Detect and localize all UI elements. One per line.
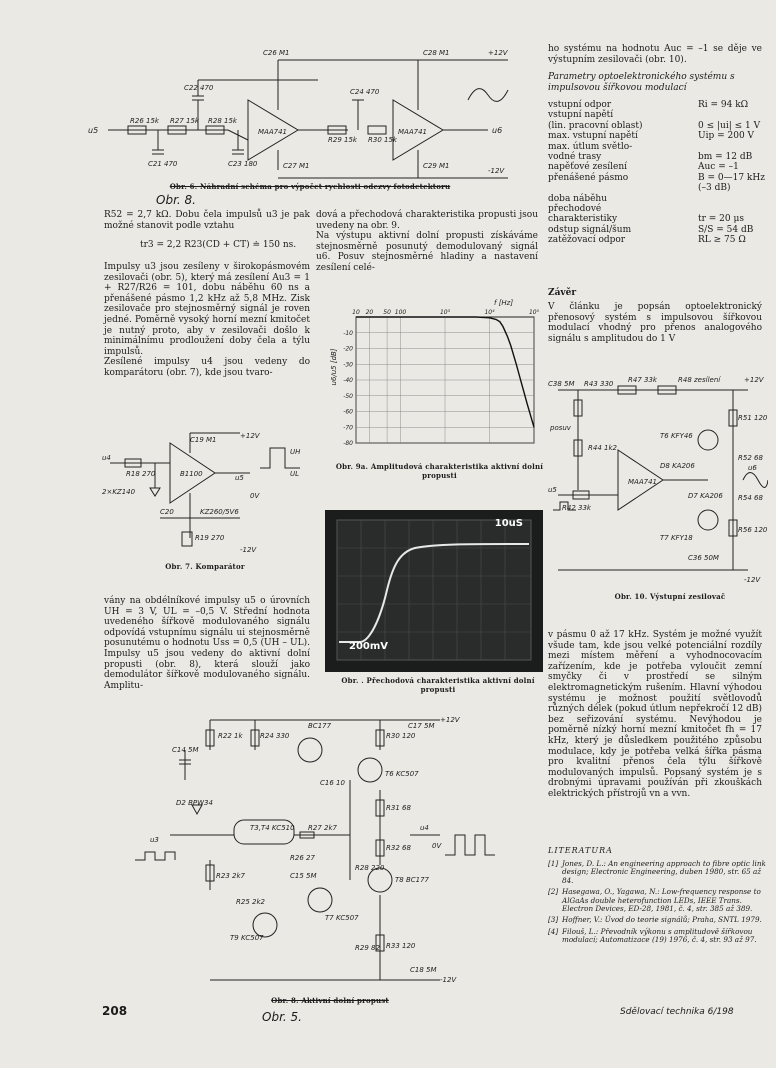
parameter-value: tr = 20 μs [698, 214, 744, 225]
svg-text:T9 KC507: T9 KC507 [230, 934, 264, 942]
svg-text:D7 KA206: D7 KA206 [688, 492, 723, 500]
svg-text:T8 BC177: T8 BC177 [395, 876, 430, 884]
svg-text:R19 270: R19 270 [195, 534, 225, 542]
svg-text:B1100: B1100 [180, 470, 203, 478]
svg-text:R28 15k: R28 15k [208, 117, 237, 125]
x-tick-label: 50 [383, 309, 391, 316]
svg-text:+12V: +12V [744, 376, 764, 384]
svg-text:-12V: -12V [440, 976, 457, 984]
svg-text:0V: 0V [432, 842, 442, 850]
x-tick-label: 10 [352, 309, 360, 316]
svg-text:R23 2k7: R23 2k7 [216, 872, 245, 880]
svg-text:R42 33k: R42 33k [562, 504, 591, 512]
parameter-row [548, 162, 768, 172]
parameter-row [548, 110, 768, 131]
svg-text:u5: u5 [548, 486, 557, 494]
svg-text:T7 KC507: T7 KC507 [325, 914, 359, 922]
fig9b-oscilloscope-photo [325, 510, 543, 672]
svg-text:C29 M1: C29 M1 [423, 162, 450, 170]
svg-text:C38 5M: C38 5M [548, 380, 575, 388]
svg-text:C18 5M: C18 5M [410, 966, 437, 974]
svg-text:R26 27: R26 27 [290, 854, 315, 862]
col2-paragraph-1: dová a přechodová charakteristika propusti jsou uvedeny na obr. 9. Na výstupu aktivní dolní propusti získáváme stejnosměrně posunutý demodulovaný signál u6. Posuv stejnosměrné hladiny a nastavení zesílení celé- [316, 210, 538, 273]
svg-text:UL: UL [290, 470, 300, 478]
y-tick-label: -70 [343, 424, 353, 432]
parameter-value: bm = 12 dB [698, 152, 753, 163]
parameter-value: Uip = 200 V [698, 131, 755, 142]
parameter-label: přenášené pásmo [548, 172, 629, 183]
svg-text:MAA741: MAA741 [398, 128, 427, 136]
svg-text:C27 M1: C27 M1 [283, 162, 310, 170]
svg-text:u5: u5 [88, 126, 99, 135]
fig8-schematic [110, 710, 550, 1000]
fig8-handwritten-note: Obr. 5. [262, 1010, 302, 1024]
x-tick-label: 100 [394, 309, 407, 316]
svg-text:C19 M1: C19 M1 [190, 436, 217, 444]
svg-text:R52 68: R52 68 [738, 454, 763, 462]
x-tick-label: 10⁵ [528, 309, 540, 316]
svg-text:R32 68: R32 68 [386, 844, 411, 852]
svg-text:u4: u4 [420, 824, 429, 832]
zaver-heading: Závěr [548, 288, 577, 298]
fig7-caption: Obr. 7. Komparátor [165, 562, 245, 571]
svg-text:+12V: +12V [488, 49, 508, 57]
literature-list [548, 860, 770, 948]
svg-text:u5: u5 [235, 474, 244, 482]
col1-paragraph-2: Impulsy u3 jsou zesíleny v širokopásmovém zesilovači (obr. 5), který má zesílení Au3 = 1 + R27/R26 = 101, dobu náběhu 60 ns a přenášené pásmo 1,2 kHz až 5,8 MHz. Zisk zesilovače pro stejnosměrný signál je roven jedné. Poměrně vysoký horní mezní kmitočet je nutný proto, aby v zesilovači došlo k minimálnímu prodloužení doby čela a týlu impulsů. Zesílené impulsy u4 jsou vedeny do komparátoru (obr. 7), kde jsou tvaro- [104, 262, 310, 378]
svg-text:R54 68: R54 68 [738, 494, 763, 502]
svg-text:D8 KA206: D8 KA206 [660, 462, 695, 470]
parameter-label: odstup signál/šum [548, 224, 632, 235]
svg-text:C15 5M: C15 5M [290, 872, 317, 880]
literature-number: [2] [548, 887, 559, 897]
svg-text:-12V: -12V [744, 576, 761, 584]
y-tick-label: -50 [343, 392, 353, 400]
parameter-label: zatěžovací odpor [548, 235, 626, 246]
y-tick-label: -60 [343, 408, 353, 416]
svg-text:MAA741: MAA741 [628, 478, 657, 486]
svg-text:C24 470: C24 470 [350, 88, 380, 96]
svg-text:-12V: -12V [240, 546, 257, 554]
svg-text:R56 120: R56 120 [738, 526, 768, 534]
parameters-table [548, 100, 768, 246]
x-tick-label: 20 [365, 309, 374, 316]
svg-text:2×KZ140: 2×KZ140 [102, 488, 136, 496]
svg-text:+12V: +12V [240, 432, 260, 440]
svg-text:R31 68: R31 68 [386, 804, 411, 812]
svg-text:D2 BPW34: D2 BPW34 [176, 799, 213, 807]
literature-heading: LITERATURA [548, 846, 613, 855]
parameter-row [548, 173, 768, 194]
y-tick-label: -20 [343, 345, 353, 353]
y-tick-label: -40 [343, 377, 353, 384]
parameter-row [548, 194, 768, 225]
parameter-row [548, 142, 768, 163]
svg-text:MAA741: MAA741 [258, 128, 287, 136]
svg-text:R30 15k: R30 15k [368, 136, 397, 144]
parameter-row [548, 100, 768, 110]
svg-text:C36 50M: C36 50M [688, 554, 719, 562]
parameter-label: vstupní napětí (lin. pracovní oblast) [548, 110, 643, 131]
parameter-value: RL ≥ 75 Ω [698, 235, 746, 246]
literature-number: [1] [548, 859, 559, 868]
literature-text: Hasegawa, O., Yagawa, N.: Low-frequency response to AlGaAs double heterofunction LEDs, IEEE Trans. Electron Devices, ED-28, 1981, č. 4, str. 385 až 389. [562, 887, 761, 914]
svg-text:BC177: BC177 [308, 722, 332, 730]
col1-paragraph-1: R52 = 2,7 kΩ. Dobu čela impulsů u3 je pak možné stanovit podle vztahu [104, 210, 310, 231]
svg-text:u3: u3 [150, 836, 159, 844]
parameter-label: max. vstupní napětí [548, 131, 638, 142]
parameter-label: vstupní odpor [548, 100, 612, 110]
svg-text:R27 15k: R27 15k [170, 117, 199, 125]
literature-number: [4] [548, 926, 559, 936]
svg-text:u4: u4 [102, 454, 111, 462]
fig9a-chart-svg [326, 295, 546, 455]
parameter-row [548, 225, 768, 235]
svg-text:T6 KC507: T6 KC507 [385, 770, 419, 778]
svg-text:R24 330: R24 330 [260, 732, 290, 740]
zaver-paragraph: V článku je popsán optoelektronický přenosový systém s impulsovou šířkovou modulací vhodný pro přenos analogového signálu s amplitudou do 1 V [548, 302, 762, 344]
svg-text:T6 KFY46: T6 KFY46 [660, 432, 693, 440]
y-axis-label: u6/u5 [dB] [330, 348, 338, 386]
parameter-value: 0 ≤ |ui| ≤ 1 V [698, 120, 761, 131]
fig10-schematic [548, 370, 768, 588]
parameter-label: max. útlum světlo- vodné trasy [548, 141, 633, 163]
col3-subheading: Parametry optoelektronického systému s impulsovou šířkovou modulací [548, 72, 735, 93]
y-tick-label: -30 [343, 361, 353, 369]
literature-item [548, 916, 770, 924]
svg-text:R47 33k: R47 33k [628, 376, 657, 384]
page-number: 208 [102, 1004, 128, 1018]
svg-text:-12V: -12V [488, 167, 505, 175]
svg-text:C14 5M: C14 5M [172, 746, 199, 754]
col3-paragraph-2: v pásmu 0 až 17 kHz. Systém je možné využít všude tam, kde jsou velké potenciální rozdíly mezi místem měření a vyhodnocovacím zařízením, kde je potřeba vyloučit zemní smyčky či v prostředí se silným elektromagnetickým rušením. Hlavní výhodou systému je možnost použití světlovodů různých délek (pokud útlum nepřekročí 12 dB) bez seřizování systému. Nevýhodou je poměrně nízký horní mezní kmitočet fh = 17 kHz, který je důsledkem použitého způsobu modulace, kdy je potřeba velká šířka pásma pro kvalitní přenos čela týlu šířkově modulovaných impulsů. Popsaný systém je s drobnými úpravami používán při zkouškách elektrických přístrojů vn a vvn. [548, 630, 762, 799]
fig9b-caption: Obr. . Přechodová charakteristika aktivní dolní propusti [341, 676, 535, 694]
svg-text:R18 270: R18 270 [126, 470, 156, 478]
fig6-schematic [88, 40, 530, 188]
svg-text:R30 120: R30 120 [386, 732, 416, 740]
svg-text:u6: u6 [748, 464, 757, 472]
svg-text:C21 470: C21 470 [148, 160, 178, 168]
svg-text:R43 330: R43 330 [584, 380, 614, 388]
svg-text:R26 15k: R26 15k [130, 117, 159, 125]
parameter-value: B = 0—17 kHz (–3 dB) [698, 172, 765, 194]
svg-text:0V: 0V [250, 492, 260, 500]
y-tick-label: -10 [343, 329, 353, 337]
svg-text:posuv: posuv [550, 424, 571, 432]
col3-paragraph-1: ho systému na hodnotu Auc = –1 se děje ve výstupním zesilovači (obr. 10). [548, 44, 762, 65]
fig10-caption: Obr. 10. Výstupní zesilovač [614, 592, 726, 601]
svg-text:UH: UH [290, 448, 301, 456]
svg-text:R48 zesílení: R48 zesílení [678, 376, 721, 384]
svg-text:R33 120: R33 120 [386, 942, 416, 950]
parameter-row [548, 235, 768, 245]
svg-text:R28 220: R28 220 [355, 864, 385, 872]
svg-text:C23 180: C23 180 [228, 160, 258, 168]
x-axis-label: f [Hz] [494, 299, 514, 307]
col1-equation: tr3 = 2,2 R23(CD + CT) ≐ 150 ns. [140, 240, 297, 250]
literature-text: Filouš, L.: Převodník výkonu s amplitudově šířkovou modulací; Automatizace (19) 1976, č. 4, str. 93 až 97. [562, 926, 757, 945]
svg-text:C20: C20 [160, 508, 174, 516]
fig7-schematic [100, 428, 315, 556]
parameter-value: S/S = 54 dB [698, 224, 754, 235]
parameter-value: Auc = –1 [698, 162, 739, 173]
fig9a-caption: Obr. 9a. Amplitudová charakteristika aktivní dolní propusti [335, 462, 544, 480]
svg-text:R25 2k2: R25 2k2 [236, 898, 265, 906]
x-tick-label: 10³ [439, 309, 451, 316]
parameter-row [548, 131, 768, 141]
fig6-caption: Obr. 6. Náhradní schéma pro výpočet rychlosti odezvy fotodetektoru [169, 182, 451, 191]
literature-item [548, 860, 770, 885]
literature-item [548, 888, 770, 913]
svg-text:u6: u6 [492, 126, 503, 135]
parameter-label: doba náběhu přechodové charakteristiky [548, 193, 618, 225]
literature-number: [3] [548, 915, 559, 925]
svg-text:C26 M1: C26 M1 [263, 49, 290, 57]
x-tick-label: 10⁴ [484, 309, 495, 316]
y-tick-label: -80 [343, 440, 353, 447]
fig9b-time-label: 10uS [494, 518, 523, 529]
svg-text:R22 1k: R22 1k [218, 732, 243, 740]
svg-text:T7 KFY18: T7 KFY18 [660, 534, 693, 542]
svg-text:C28 M1: C28 M1 [423, 49, 450, 57]
svg-text:KZ260/5V6: KZ260/5V6 [200, 508, 239, 516]
parameter-value: Ri = 94 kΩ [698, 100, 749, 110]
svg-text:R44 1k2: R44 1k2 [588, 444, 617, 452]
svg-text:R29 15k: R29 15k [328, 136, 357, 144]
svg-text:R51 120: R51 120 [738, 414, 768, 422]
literature-text: Hoffner, V.: Úvod do teorie signálů; Praha, SNTL 1979. [562, 915, 762, 925]
svg-text:T3,T4 KC510: T3,T4 KC510 [250, 824, 295, 832]
fig9a-chart [326, 295, 546, 455]
svg-text:R29 82: R29 82 [355, 944, 380, 952]
col1-paragraph-3: vány na obdélníkové impulsy u5 o úrovních UH = 3 V, UL = –0,5 V. Střední hodnota uvedeného šířkově modulovaného signálu odpovídá vstupnímu signálu ui stejnosměrně posunutému o hodnotu Uss = 0,5 (UH – UL). Impulsy u5 jsou vedeny do aktivní dolní propusti (obr. 8), která slouží jako demodulátor šířkově modulovaného signálu. Amplitu- [104, 596, 310, 691]
svg-text:C17 5M: C17 5M [408, 722, 435, 730]
svg-text:C22 470: C22 470 [184, 84, 214, 92]
fig6-handwritten-note: Obr. 8. [156, 193, 196, 207]
svg-text:+12V: +12V [440, 716, 460, 724]
fig9b-volt-label: 200mV [349, 641, 389, 652]
parameter-label: napěťové zesílení [548, 162, 628, 173]
journal-name: Sdělovací technika 6/198 [620, 1007, 734, 1017]
literature-text: Jones, D. L.: An engineering approach to fibre optic link design; Electronic Engineering, duben 1980, str. 65 až 84. [562, 859, 766, 885]
fig8-caption: Obr. 8. Aktivní dolní propust [271, 996, 389, 1005]
svg-text:C16 10: C16 10 [320, 779, 345, 787]
svg-text:R27 2k7: R27 2k7 [308, 824, 337, 832]
literature-item [548, 928, 770, 945]
